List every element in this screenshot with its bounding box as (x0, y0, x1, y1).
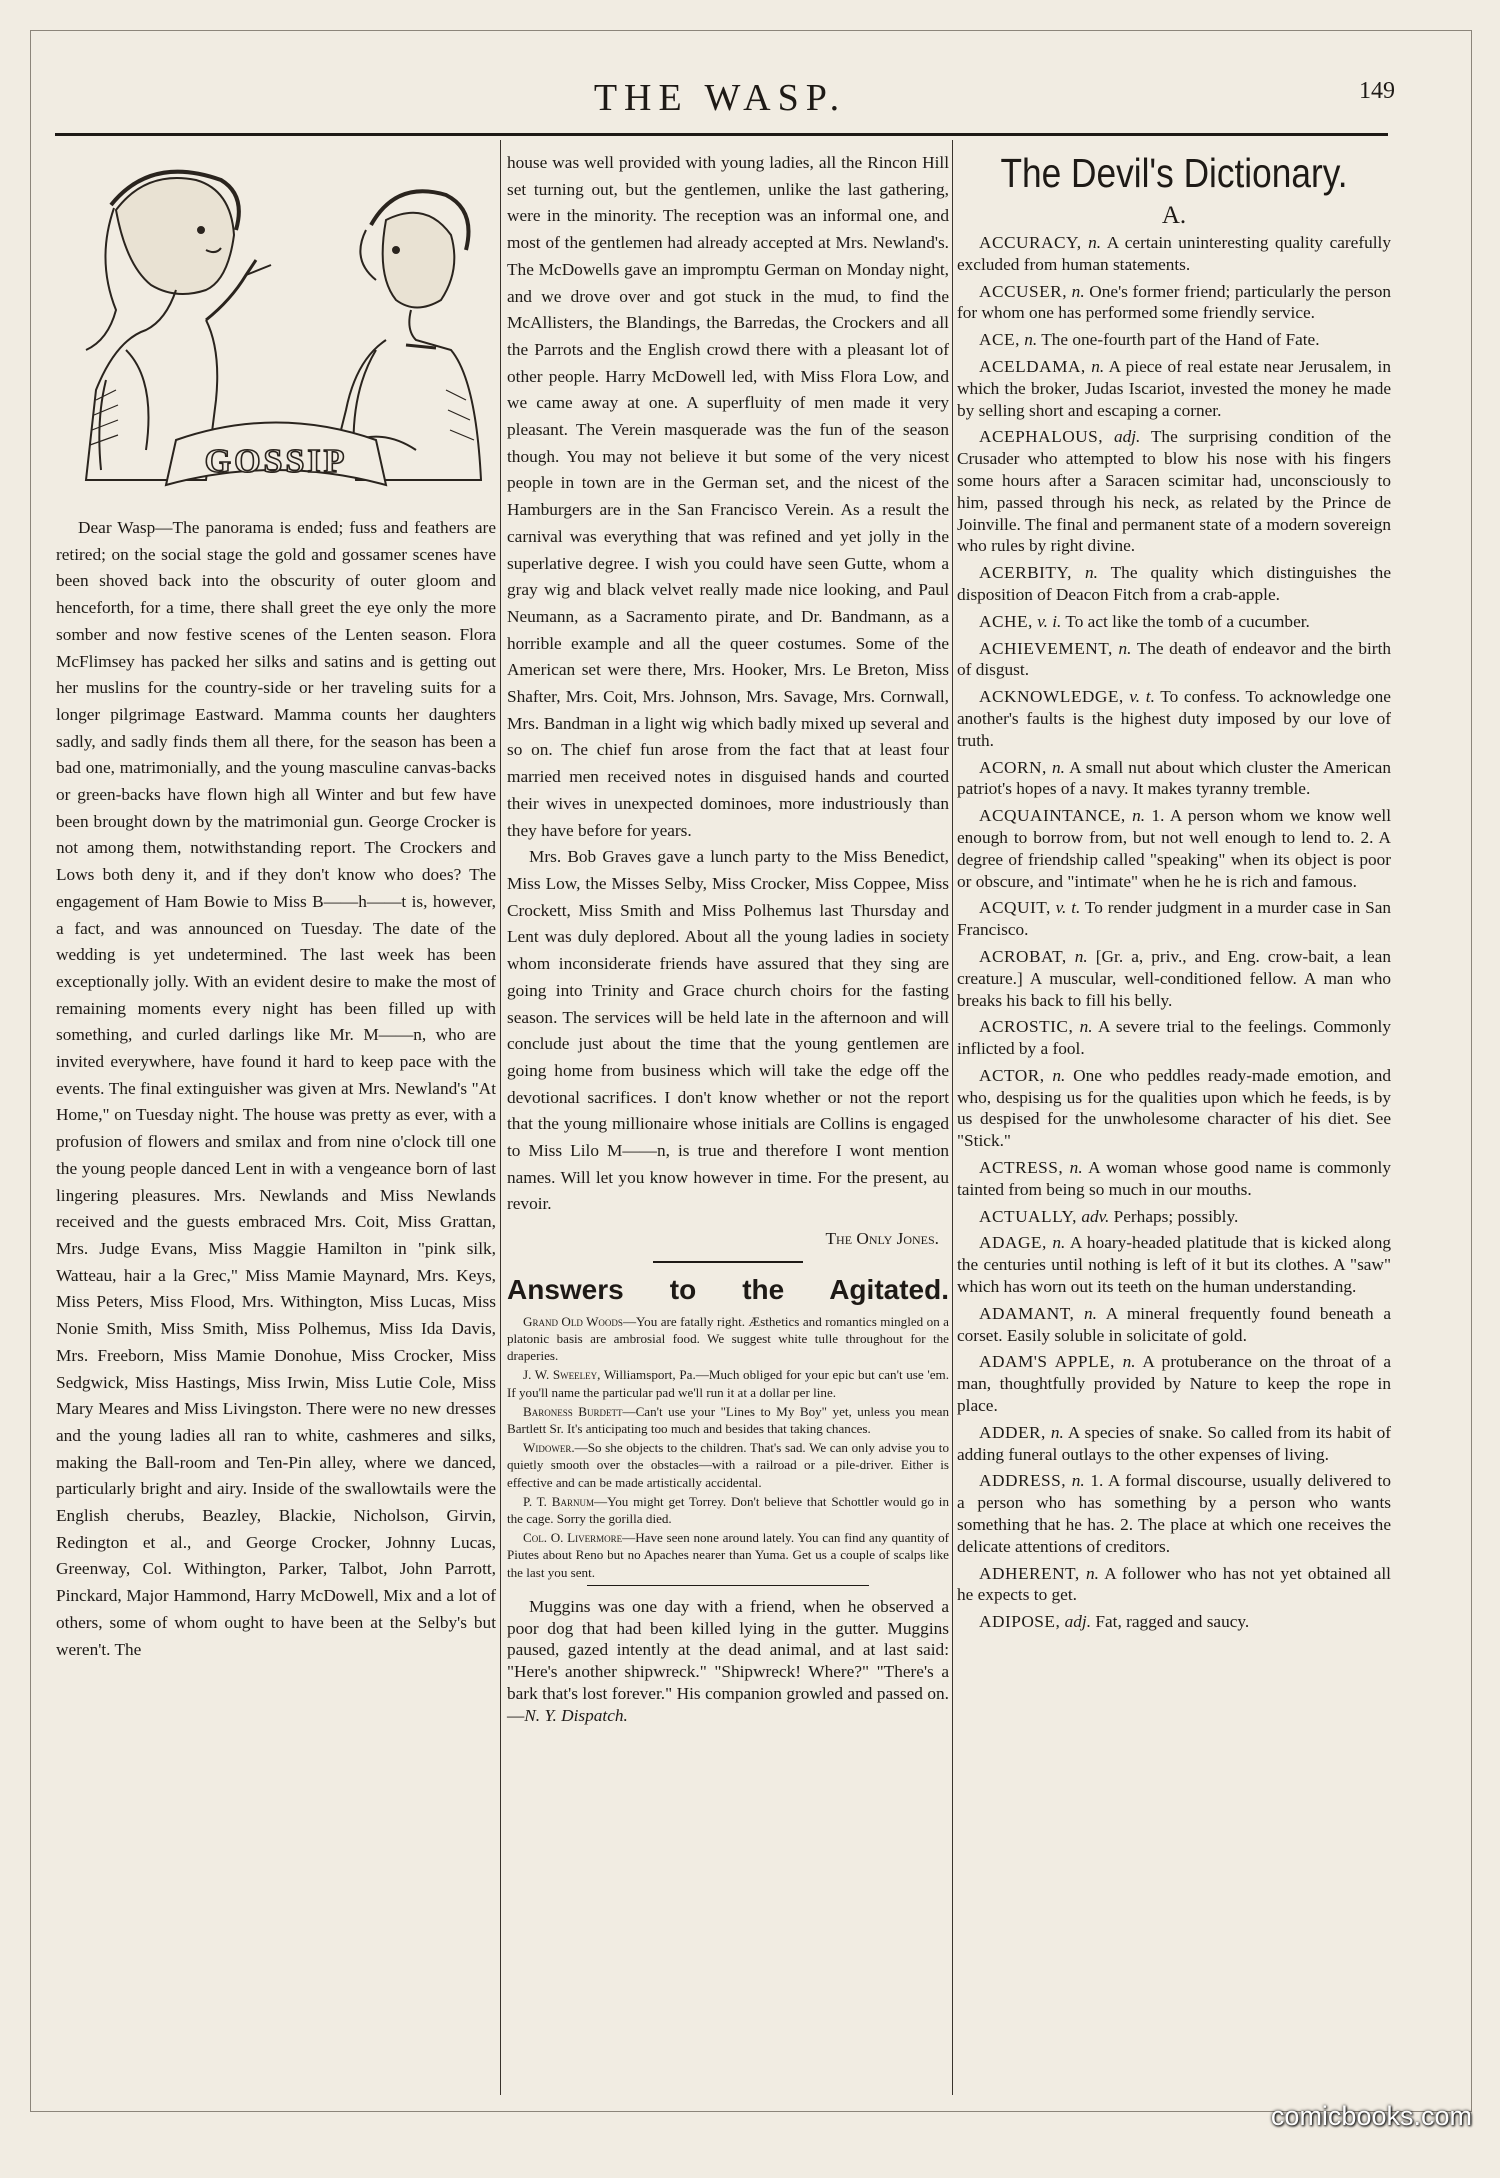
dictionary-entry (957, 329, 1391, 351)
column-2 (507, 150, 949, 1732)
dictionary-entry (957, 562, 1391, 606)
entry-definition: Perhaps; possibly. (1113, 1206, 1239, 1226)
answer-item: Widower.—So she objects to the children. That's sad. We can only advise you to quietly smooth over the obstacles—with a railroad or a pile-driver. Either is effective and can be made artistically accidental. (507, 1440, 949, 1490)
entry-word: ACROSTIC, (979, 1017, 1074, 1037)
entry-word: ACE, (979, 330, 1020, 350)
entry-part-of-speech: n. (1118, 638, 1132, 658)
dictionary-entry (957, 897, 1391, 941)
page-number: 149 (1359, 78, 1395, 104)
answer-item: Grand Old Woods—You are fatally right. Æsthetics and romantics mingled on a platonic basis are ambrosial food. We suggest white tulle throughout for the draperies. (507, 1313, 949, 1364)
entry-definition: The surprising condition of the Crusader who attempted to blow his nose with his fingers some hours after a Saracen scimitar had, unconsciously to him, passed through his neck, as related by the Prince de Joinville. The final and permanent state of a modern sovereign who rules by right divine. (957, 427, 1391, 556)
entry-part-of-speech: n. (1071, 281, 1085, 301)
entry-word: ADIPOSE, (979, 1612, 1061, 1632)
answer-item: Col. O. Livermore—Have seen none around lately. You can find any quantity of Piutes about Reno but no Apaches nearer than Yuma. Get us a couple of scalps like the last you sent. (507, 1530, 950, 1580)
entry-part-of-speech: adv. (1081, 1206, 1110, 1226)
dictionary-title: The Devil's Dictionary. (1000, 150, 1348, 196)
watermark: comicbooks.com (1270, 2101, 1472, 2131)
entry-part-of-speech: n. (1132, 806, 1146, 826)
entry-part-of-speech: n. (1122, 1352, 1136, 1372)
entry-part-of-speech: n. (1069, 1158, 1083, 1178)
entry-word: ACHE, (979, 611, 1033, 631)
column-divider (952, 140, 953, 2095)
dictionary-entry (957, 426, 1391, 557)
dictionary-entry (957, 757, 1391, 801)
entry-part-of-speech: n. (1071, 1471, 1085, 1491)
section-rule (587, 1585, 869, 1586)
gossip-illustration (56, 150, 496, 515)
masthead: THE WASP. (593, 77, 847, 119)
entry-part-of-speech: n. (1024, 330, 1038, 350)
entry-word: ACORN, (979, 757, 1047, 777)
entry-definition: To confess. To acknowledge one another's faults is the highest duty imposed by our love of truth. (957, 687, 1391, 750)
answer-item: P. T. Barnum—You might get Torrey. Don't believe that Schottler would go in the cage. Sorry the gorilla died. (507, 1493, 949, 1527)
gossip-banner-text: GOSSIP (204, 443, 348, 480)
dictionary-entry (957, 1351, 1391, 1416)
entry-word: ADHERENT, (979, 1563, 1080, 1583)
dictionary-entry (957, 686, 1391, 751)
entry-part-of-speech: n. (1085, 1563, 1099, 1583)
dictionary-entry (957, 1470, 1391, 1557)
answers-title: Answers to the Agitated. (507, 1273, 949, 1305)
entry-word: ACELDAMA, (979, 356, 1086, 376)
column-1 (56, 150, 496, 1663)
header-rule (55, 133, 1388, 136)
gossip-signature: The Only Jones. (825, 1229, 939, 1249)
answer-item: Baroness Burdett—Can't use your "Lines to My Boy" yet, unless you mean Bartlett Sr. It's anticipating too much and besides that taking chances. (507, 1403, 949, 1437)
dictionary-entry (957, 611, 1391, 633)
entry-definition: Fat, ragged and saucy. (1095, 1612, 1250, 1632)
entry-word: ACCURACY, (979, 233, 1082, 252)
dictionary-entry (957, 1611, 1391, 1633)
entry-part-of-speech: adj. (1064, 1612, 1092, 1632)
entry-definition: One's former friend; particularly the person for whom one has performed some friendly service. (957, 281, 1391, 323)
entry-definition: A piece of real estate near Jerusalem, in which the broker, Judas Iscariot, invested the money he made by selling short and escaping a corner. (957, 356, 1391, 420)
entry-word: ACERBITY, (979, 563, 1072, 583)
entry-definition: A severe trial to the feelings. Commonly inflicted by a fool. (957, 1017, 1391, 1059)
entry-part-of-speech: n. (1091, 356, 1105, 376)
dictionary-entry (957, 356, 1391, 421)
column-3 (957, 150, 1391, 1638)
entry-word: ACHIEVEMENT, (979, 638, 1113, 658)
entry-definition: 1. A person whom we know well enough to borrow from, but not well enough to lend to. 2. A degree of friendship called "speaking" when its object is poor or obscure, and "intimate" when he he is rich and famous. (957, 806, 1391, 891)
entry-word: ACKNOWLEDGE, (979, 687, 1124, 707)
entry-word: ADDER, (979, 1422, 1046, 1442)
dictionary-entries (957, 232, 1391, 1633)
dictionary-entry (957, 805, 1391, 892)
dictionary-entry (957, 1232, 1391, 1297)
dictionary-entry (957, 1016, 1391, 1060)
entry-definition: The one-fourth part of the Hand of Fate. (1041, 330, 1320, 350)
dictionary-entry (957, 1206, 1391, 1228)
entry-word: ACTOR, (979, 1065, 1045, 1085)
entry-word: ADAMANT, (979, 1303, 1075, 1323)
dictionary-letter-heading: A. (1161, 202, 1187, 229)
entry-word: ACROBAT, (979, 946, 1067, 966)
entry-part-of-speech: n. (1051, 757, 1065, 777)
entry-definition: To render judgment in a murder case in San Francisco. (957, 898, 1392, 940)
entry-definition: A protuberance on the throat of a man, thoughtfully provided by Nature to keep the rope in place. (957, 1352, 1391, 1416)
entry-part-of-speech: v. t. (1055, 898, 1081, 918)
answer-item: J. W. Sweeley, Williamsport, Pa.—Much obliged for your epic but can't use 'em. If you'll name the particular pad we'll run it at a dollar per line. (507, 1367, 949, 1400)
entry-part-of-speech: v. t. (1129, 687, 1155, 707)
dictionary-entry (957, 1303, 1391, 1347)
entry-definition: A small nut about which cluster the American patriot's hopes of a navy. It makes tyranny tremble. (957, 757, 1391, 799)
dictionary-entry (957, 1065, 1391, 1152)
dictionary-entry (957, 1157, 1391, 1201)
entry-definition: 1. A formal discourse, usually delivered to a person who has something by a person who wants something that he has. 2. The place at which one receives the delicate attentions of creditors. (957, 1471, 1391, 1556)
dictionary-entry (957, 638, 1391, 682)
entry-part-of-speech: n. (1050, 1422, 1064, 1442)
entry-definition: A woman whose good name is commonly tainted from being so much in our mouths. (957, 1158, 1391, 1199)
entry-word: ADAGE, (979, 1233, 1047, 1253)
entry-part-of-speech: n. (1074, 946, 1088, 966)
entry-definition: [Gr. a, priv., and Eng. crow-bait, a lean creature.] A muscular, well-conditioned fellow. A man who breaks his back to fill his belly. (957, 946, 1391, 1010)
gossip-paragraph-2: house was well provided with young ladies, all the Rincon Hill set turning out, but the gentlemen, unlike the last gathering, were in the minority. The reception was an informal one, and most of the gentlemen had already accepted at Mrs. Newland's. The McDowells gave an impromptu German on Monday night, and we drove over and got stuck in the mud, to find the McAllisters, the Blandings, the Barredas, the Crockers and all the Parrots and the English crowd there with a pleasant lot of other people. Harry McDowell led, with Miss Flora Low, and we came away at one. A superfluity of men made it very pleasant. The Verein masquerade was the fun of the season though. You may not believe it but some of the very nicest people in town are in the German set, and the nicest of the Hamburgers are in the San Francisco Verein. As a result the carnival was everything that was refined and yet jolly in the superlative degree. I wish you could have seen Gutte, whom a gray wig and black velvet really made nice looking, and Paul Neumann, as a Sacramento pirate, and Dr. Bandmann, as a horrible example and all the queer costumes. Some of the American set were there, Mrs. Hooker, Mrs. Le Breton, Miss Shafter, Mrs. Coit, Mrs. Johnson, Mrs. Savage, Mrs. Cornwall, Mrs. Bandman in a light wig which badly mixed up several and so on. The chief fun arose from the fact that at least four married men received notes in disguised hands and courted their wives in unexpected dominoes, more industriously than they have before for years. (507, 153, 949, 840)
entry-definition: A mineral frequently found beneath a corset. Easily soluble in solicitate of gold. (957, 1303, 1391, 1345)
entry-part-of-speech: n. (1052, 1233, 1066, 1253)
column-divider (500, 140, 501, 2095)
entry-definition: To act like the tomb of a cucumber. (1065, 611, 1310, 631)
muggins-anecdote: Muggins was one day with a friend, when he observed a poor dog that had been killed lying in the gutter. Muggins paused, gazed intently at the dead animal, and at last said: "Here's another shipwreck." "Shipwreck! Where?" "There's a bark that's lost forever." His companion growled and passed on.—N. Y. Dispatch. (507, 1596, 949, 1725)
dictionary-entry (957, 946, 1391, 1011)
dictionary-entry (957, 1422, 1391, 1466)
dictionary-entry (957, 232, 1391, 276)
entry-part-of-speech: n. (1079, 1017, 1093, 1037)
gossip-paragraph-3: Mrs. Bob Graves gave a lunch party to the Miss Benedict, Miss Low, the Misses Selby, Miss Crocker, Miss Coppee, Miss Crockett, Miss Smith and Miss Polhemus last Thursday and Lent was duly deplored. About all the young ladies in society whom inconsiderate friends have assured that they sing are going into Trinity and Grace church choirs for the fasting season. The services will be held late in the afternoon and will conclude just about the time that the young gentlemen are going home from business which will take the edge off the devotional sacrifices. I don't know whether or not the report that the young millionaire whose initials are Collins is engaged to Miss Lilo M——n, is true and therefore I wont mention names. Will let you know however in time. For the present, au revoir. (507, 847, 949, 1214)
answers-list (507, 1313, 949, 1581)
entry-word: ACTUALLY, (979, 1206, 1077, 1226)
entry-word: ACCUSER, (979, 281, 1068, 301)
entry-part-of-speech: n. (1088, 233, 1102, 252)
entry-word: ACEPHALOUS, (979, 427, 1104, 447)
dictionary-entry (957, 281, 1391, 325)
entry-word: ACTRESS, (979, 1158, 1064, 1178)
entry-definition: A hoary-headed platitude that is kicked along the centuries until nothing is left of it but its clothes. A "saw" which has worn out its teeth on the human understanding. (957, 1233, 1391, 1297)
entry-word: ADAM'S APPLE, (979, 1352, 1115, 1372)
page-header (55, 66, 1395, 126)
entry-definition: A follower who has not yet obtained all he expects to get. (957, 1563, 1391, 1605)
gossip-paragraph-1: Dear Wasp—The panorama is ended; fuss and feathers are retired; on the social stage the gold and gossamer scenes have been shoved back into the obscurity of outer gloom and henceforth, for a time, there shall greet the eye only the more somber and now festive scenes of the Lenten season. Flora McFlimsey has packed her silks and satins and is getting out her muslins for the country-side or her traveling suits for a longer pilgrimage Eastward. Mamma counts her daughters sadly, and sadly finds them all there, for the season has been a bad one, matrimonially, and the young masculine canvas-backs or green-backs have flown high all Winter and but few have been brought down by the matrimonial gun. George Crocker is not among them, notwithstanding report. The Crockers and Lows both deny it, and if they don't know who does? The engagement of Ham Bowie to Miss B——h——t is, however, a fact, and was announced on Tuesday. The date of the wedding is yet undetermined. The last week has been exceptionally jolly. With an evident desire to make the most of remaining moments every night has been filled up with something, and curled darlings like Mr. M——n, who are invited everywhere, have found it hard to keep pace with the events. The final extinguisher was given at Mrs. Newland's "At Home," on Tuesday night. The house was pretty as ever, with a profusion of flowers and smilax and from nine o'clock till one the young people danced Lent in with a vengeance born of last lingering pleasures. Mrs. Newlands and Miss Newlands received and the guests embraced Mrs. Coit, Miss Grattan, Mrs. Judge Evans, Miss Maggie Hamilton in "pink silk, Watteau, hair a la Grec," Miss Mamie Maynard, Mrs. Keys, Miss Peters, Miss Flood, Mrs. Withington, Miss Lucas, Miss Nonie Smith, Miss Smith, Miss Polhemus, Miss Ida Davis, Mrs. Freeborn, Miss Mamie Donohue, Miss Crocker, Miss Sedgwick, Miss Hastings, Miss Irwin, Miss Lutie Cole, Miss Mary Meares and Miss Livingston. There were no new dresses and the young ladies all ran to white, cashmeres and silks, making the Ball-room and Ten-Pin alley, where we danced, particularly bright and airy. Inside of the swallowtails were the English cherubs, Beazley, Blackie, Nicholson, Girvin, Redington et al., and George Crocker, Johnny Lucas, Greenway, Col. Withington, Parker, Talbot, John Parrott, Pinckard, Major Hammond, Harry McDowell, Mix and a lot of others, some of whom ought to have been at the Selby's but weren't. The (56, 518, 496, 1659)
dictionary-entry (957, 1563, 1391, 1607)
gossip-engraving (56, 150, 496, 515)
entry-part-of-speech: adj. (1113, 427, 1141, 447)
entry-part-of-speech: n. (1052, 1065, 1066, 1085)
entry-definition: A certain uninteresting quality carefully excluded from human statements. (957, 233, 1391, 274)
entry-definition: One who peddles ready-made emotion, and who, despising us for the qualities upon which he feeds, is by us despised for the unwholesome character of his diet. See "Stick." (957, 1065, 1391, 1151)
entry-word: ADDRESS, (979, 1471, 1067, 1491)
entry-part-of-speech: v. i. (1037, 611, 1062, 631)
entry-definition: The death of endeavor and the birth of disgust. (957, 638, 1392, 680)
entry-word: ACQUAINTANCE, (979, 806, 1126, 826)
entry-word: ACQUIT, (979, 898, 1051, 918)
section-rule (653, 1261, 803, 1263)
entry-part-of-speech: n. (1084, 563, 1098, 583)
entry-part-of-speech: n. (1084, 1303, 1097, 1323)
entry-definition: The quality which distinguishes the disposition of Deacon Fitch from a crab-apple. (957, 563, 1391, 604)
entry-definition: A species of snake. So called from its habit of adding funeral outlays to the other expenses of living. (957, 1422, 1391, 1464)
